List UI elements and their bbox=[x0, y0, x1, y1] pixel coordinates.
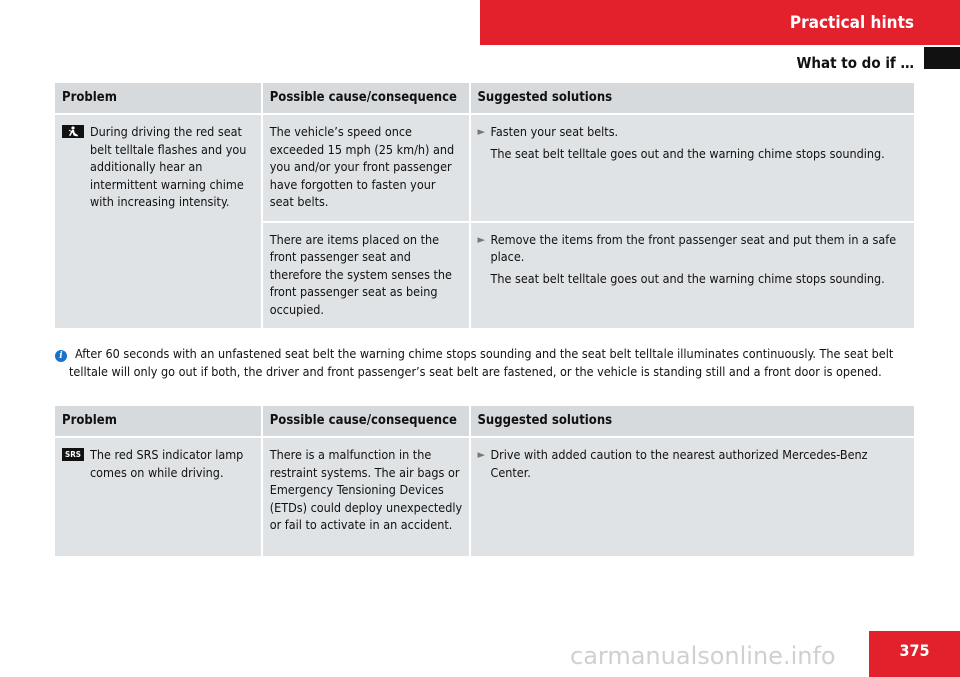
cause-cell: There is a malfunction in the restraint systems. The air bags or Emergency Tensioning Devices (ETDs) could deploy unexpectedly or fail to activate in an accident. bbox=[262, 437, 470, 557]
solution-action: Fasten your seat belts. bbox=[490, 124, 619, 139]
cause-cell: There are items placed on the front passenger seat and therefore the system senses the front passenger seat as being occupied. bbox=[262, 222, 470, 330]
section-marker bbox=[924, 47, 960, 69]
header-cause: Possible cause/consequence bbox=[262, 406, 470, 437]
solution-action: Remove the items from the front passenger seat and put them in a safe place. bbox=[490, 231, 897, 264]
page-subtitle: What to do if … bbox=[796, 54, 914, 72]
srs-table bbox=[55, 406, 914, 558]
problem-cell bbox=[55, 114, 262, 329]
table-row bbox=[55, 114, 914, 222]
solution-result: The seat belt telltale goes out and the warning chime stops sounding. bbox=[490, 270, 885, 286]
header-solutions: Suggested solutions bbox=[470, 406, 915, 437]
page-number: 375 bbox=[869, 631, 960, 677]
info-icon: i bbox=[55, 350, 67, 362]
solution-result: The seat belt telltale goes out and the warning chime stops sounding. bbox=[490, 145, 885, 161]
solution-cell bbox=[470, 437, 915, 557]
note-text: After 60 seconds with an unfastened seat belt the warning chime stops sounding and the seat belt telltale illuminates continuously. The seat belt telltale will only go out if both, the driver and front passenger’s seat belt are fastened, or the vehicle is standing still and a front door is opened. bbox=[69, 346, 894, 379]
solution-action: Drive with added caution to the nearest authorized Mercedes-Benz Center. bbox=[490, 447, 868, 480]
section-title: Practical hints bbox=[480, 0, 960, 45]
problem-cell bbox=[55, 437, 262, 557]
arrow-icon: ► bbox=[477, 448, 486, 461]
info-note bbox=[55, 345, 914, 381]
table-row bbox=[55, 437, 914, 557]
solution-cell bbox=[470, 114, 915, 222]
header-problem: Problem bbox=[55, 406, 262, 437]
problem-text: During driving the red seat belt telltale flashes and you additionally hear an intermittent warning chime with increasing intensity. bbox=[90, 124, 247, 209]
table-header-row bbox=[55, 83, 914, 114]
solution-cell bbox=[470, 222, 915, 330]
cause-cell: The vehicle’s speed once exceeded 15 mph (25 km/h) and you and/or your front passenger have forgotten to fasten your seat belts. bbox=[262, 114, 470, 222]
header-problem: Problem bbox=[55, 83, 262, 114]
arrow-icon: ► bbox=[477, 232, 486, 246]
srs-indicator-icon: SRS bbox=[62, 448, 84, 461]
watermark: carmanualsonline.info bbox=[570, 642, 836, 670]
problem-text: The red SRS indicator lamp comes on while driving. bbox=[90, 447, 244, 480]
header-cause: Possible cause/consequence bbox=[262, 83, 470, 114]
seat-belt-warning-icon bbox=[62, 125, 84, 138]
header-solutions: Suggested solutions bbox=[470, 83, 915, 114]
seat-belt-table bbox=[55, 83, 914, 330]
table-header-row bbox=[55, 406, 914, 437]
arrow-icon: ► bbox=[477, 125, 486, 138]
